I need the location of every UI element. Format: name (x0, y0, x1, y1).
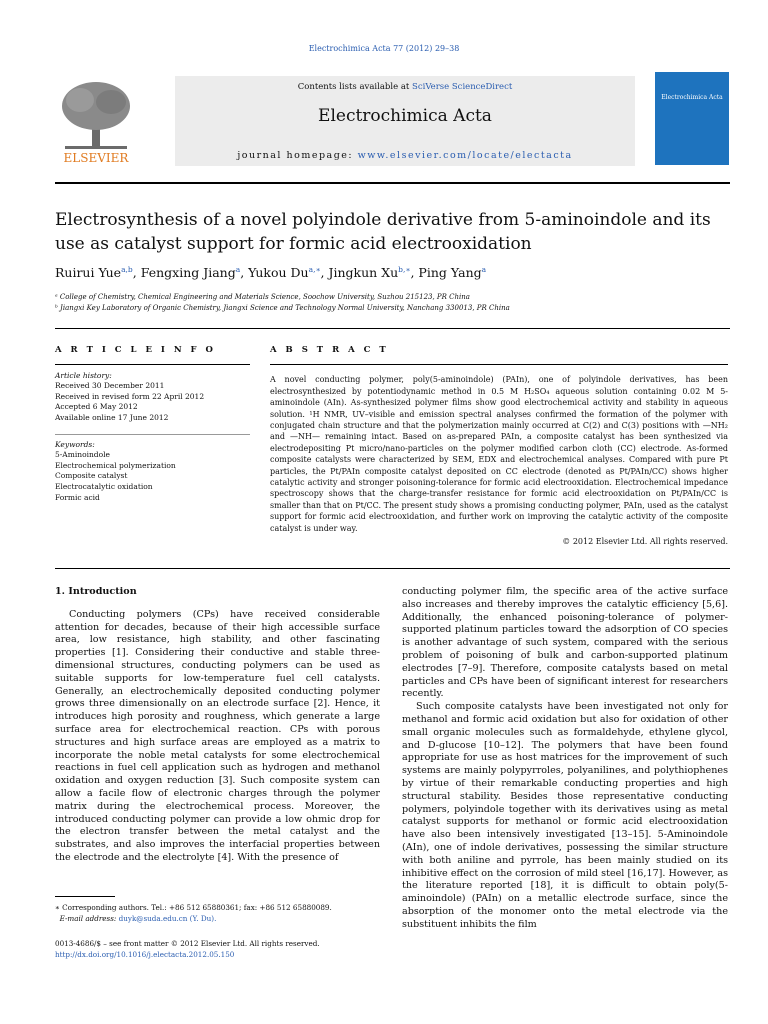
doi-link[interactable]: http://dx.doi.org/10.1016/j.electacta.2012.05.150 (55, 950, 235, 959)
homepage-link[interactable]: www.elsevier.com/locate/electacta (357, 150, 573, 161)
keywords-rule (55, 434, 250, 435)
author-list: Ruirui Yue$^{a,b}$, Fengxing Jiang$^a$, Yukou $Du^{a,∗}$, Jingkun $Xu^{b,∗}$, Ping Yang$^a$ (55, 265, 487, 281)
journal-masthead (175, 76, 635, 166)
affiliation-divider (55, 328, 730, 329)
keyword: Electrocatalytic oxidation (55, 481, 153, 491)
keyword: 5-Aminoindole (55, 450, 110, 460)
affiliation: ᵃ College of Chemistry, Chemical Engineering and Materials Science, Soochow University, Suzhou 215123, PR China (55, 293, 470, 301)
keywords-label: Keywords: (55, 439, 95, 449)
author-affiliation-marker[interactable]: a (481, 265, 487, 274)
body-paragraph: conducting polymer film, the specific area of the active surface also increases and thereby improves the catalytic efficiency [5,6]. Additionally, the enhanced poisoning-tolerance of polymer-supported platinum particles toward the adsorption of CO species is another advantage of such system, compared with the serious problem of poisoning of bulk and carbon-supported platinum electrodes [7–9]. Therefore, composite catalysts based on metal particles and CPs have been of significant interest for researchers recently. (402, 586, 728, 700)
author[interactable]: Jingkun Xu (328, 265, 399, 281)
section-heading-introduction: 1. Introduction (55, 586, 137, 597)
body-paragraph: Such composite catalysts have been investigated not only for methanol and formic acid oxidation but also for oxidation of other small organic molecules such as formaldehyde, ethylene glycol, and D-glucose [10–12]. The polymers that have been found appropriate for use as host matrices for the improvement of such systems are mainly polypyrroles, polyanilines, and polythiophenes by virtue of their remarkable conducting properties and high structural stability. Besides those representative conducting polymers, polyindole together with its derivatives using as metal catalyst supports for methanol or formic acid electrooxidation have also been intensively investigated [13–15]. 5-Aminoindole (AIn), one of indole derivatives, possessing the similar structure with both aniline and pyrrole, has been mainly studied on its inhibitive effect on the corrosion of mild steel [16,17]. However, as the literature reported [18], it is difficult to obtain poly(5-aminoindole) (PAIn) on a metallic electrode surface, since the absorption of the monomer onto the metal electrode via the substituent inhibits the film (402, 701, 728, 930)
journal-title: Electrochimica Acta (318, 106, 492, 126)
abstract (270, 345, 728, 548)
abstract-heading: A B S T R A C T (270, 345, 389, 355)
author-affiliation-marker[interactable]: b,∗ (398, 265, 411, 274)
elsevier-logo (55, 78, 137, 166)
author-affiliation-marker[interactable]: a,b (121, 265, 133, 274)
sciencedirect-link[interactable]: SciVerse ScienceDirect (412, 82, 513, 92)
keyword: Formic acid (55, 492, 100, 502)
cover-title: Electrochimica Acta (661, 94, 723, 101)
history-item: Received 30 December 2011 (55, 381, 165, 391)
footnote-rule (55, 896, 115, 897)
history-item: Accepted 6 May 2012 (55, 402, 138, 412)
contents-line (175, 82, 635, 92)
issn-line: 0013-4686/$ – see front matter © 2012 Elsevier Ltd. All rights reserved. (55, 939, 320, 948)
keyword: Composite catalyst (55, 471, 128, 481)
affiliations (55, 292, 735, 314)
abstract-rule (270, 364, 728, 365)
homepage-prefix: journal homepage: (237, 150, 358, 161)
body-column-right (402, 586, 728, 932)
journal-reference[interactable]: Electrochimica Acta 77 (2012) 29–38 (308, 44, 460, 53)
abstract-divider (55, 568, 730, 569)
author[interactable]: Fengxing Jiang (140, 265, 236, 281)
header-divider (55, 182, 730, 184)
author[interactable]: Yukou Du (248, 265, 309, 281)
contents-prefix: Contents lists available at (297, 82, 413, 92)
author-affiliation-marker[interactable]: a (235, 265, 241, 274)
history-item: Received in revised form 22 April 2012 (55, 391, 205, 401)
journal-cover-thumbnail[interactable] (655, 72, 729, 165)
article-title: Electrosynthesis of a novel polyindole derivative from 5-aminoindole and its use as catalyst support for formic acid electrooxidation (55, 210, 711, 254)
body-paragraph: Conducting polymers (CPs) have received considerable attention for decades, because of their high accessible surface area, low resistance, high stability, and other fascinating properties [1]. Considering their conductive and stable three-dimensional structures, conducting polymers can be used as suitable supports for low-temperature fuel cell catalysts. Generally, an electrochemically deposited conducting polymer grows three dimensionally on an electrode surface [2]. Hence, it introduces high porosity and roughness, which generate a large surface area for electrochemical reaction. CPs with porous structures and high surface areas are employed as a matrix to incorporate the noble metal catalysts for some electrochemical reactions in fuel cell application such as hydrogen and methanol oxidation and oxygen reduction [3]. Such composite system can allow a facile flow of electronic charges through the polymer matrix during the electrochemical process. Moreover, the introduced conducting polymer can provide a low ohmic drop for the electron transfer between the metal catalyst and the substrates, and also improves the interfacial properties between the electrode and the electrolyte [4]. With the presence of (55, 608, 380, 863)
email-label: E-mail address: (59, 914, 117, 923)
journal-homepage-line (175, 150, 635, 161)
article-info-heading: A R T I C L E I N F O (55, 345, 216, 355)
author[interactable]: Ruirui Yue (55, 265, 122, 281)
corresponding-author-note: ∗ Corresponding authors. Tel.: +86 512 65880361; fax: +86 512 65880089. (55, 903, 332, 912)
history-label: Article history: (55, 370, 112, 380)
elsevier-wordmark: ELSEVIER (63, 151, 129, 165)
body-column-left (55, 586, 380, 865)
affiliation: ᵇ Jiangxi Key Laboratory of Organic Chemistry, Jiangxi Science and Technology Normal University, Nanchang 330013, PR China (55, 304, 510, 312)
author-affiliation-marker[interactable]: a,∗ (308, 265, 321, 274)
author[interactable]: Ping Yang (418, 265, 482, 281)
history-item: Available online 17 June 2012 (55, 412, 169, 422)
front-matter (55, 938, 380, 960)
article-info-rule (55, 364, 250, 365)
article-info (55, 345, 250, 503)
email-link[interactable]: duyk@suda.edu.cn (Y. Du). (118, 914, 217, 923)
elsevier-tree-icon (55, 78, 137, 166)
abstract-text: A novel conducting polymer, poly(5-aminoindole) (PAIn), one of polyindole derivatives, has been electrosynthesized by potentiodynamic method in 0.5 M H₂SO₄ aqueous solution containing 0.02 M 5-aminoindole (AIn). As-synthesized polymer films show good electrochemical activity and stability in aqueous solution. ¹H NMR, UV–visible and emission spectral analyses confirmed the formation of the polymer with conjugated chain structure and that the polymerization mainly occurred at C(2) and C(3) positions with —NH₂ and —NH— remaining intact. Based on as-prepared PAIn, a composite catalyst has been synthesized via electrodepositing Pt micro/nano-particles on the polymer modified carbon cloth (CC) electrode. As-formed composite catalysts were characterized by SEM, EDX and electrochemical analyses. Compared with pure Pt particles, the Pt/PAIn composite catalyst deposited on CC electrode (denoted as Pt/PAIn/CC) shows higher catalytic activity and stronger poisoning-tolerance for formic acid electrooxidation. Electrochemical impedance spectroscopy shows that the charge-transfer resistance for formic acid electrooxidation on Pt/PAIn/CC is smaller than that on Pt/CC. The present study shows a promising conducting polymer, PAIn, used as the catalyst support for formic acid electrooxidation, and further work on improving the catalytic activity of the composite catalyst is under way. (270, 375, 728, 533)
keyword: Electrochemical polymerization (55, 460, 176, 470)
copyright: © 2012 Elsevier Ltd. All rights reserved. (562, 537, 728, 547)
footnote (55, 902, 380, 924)
